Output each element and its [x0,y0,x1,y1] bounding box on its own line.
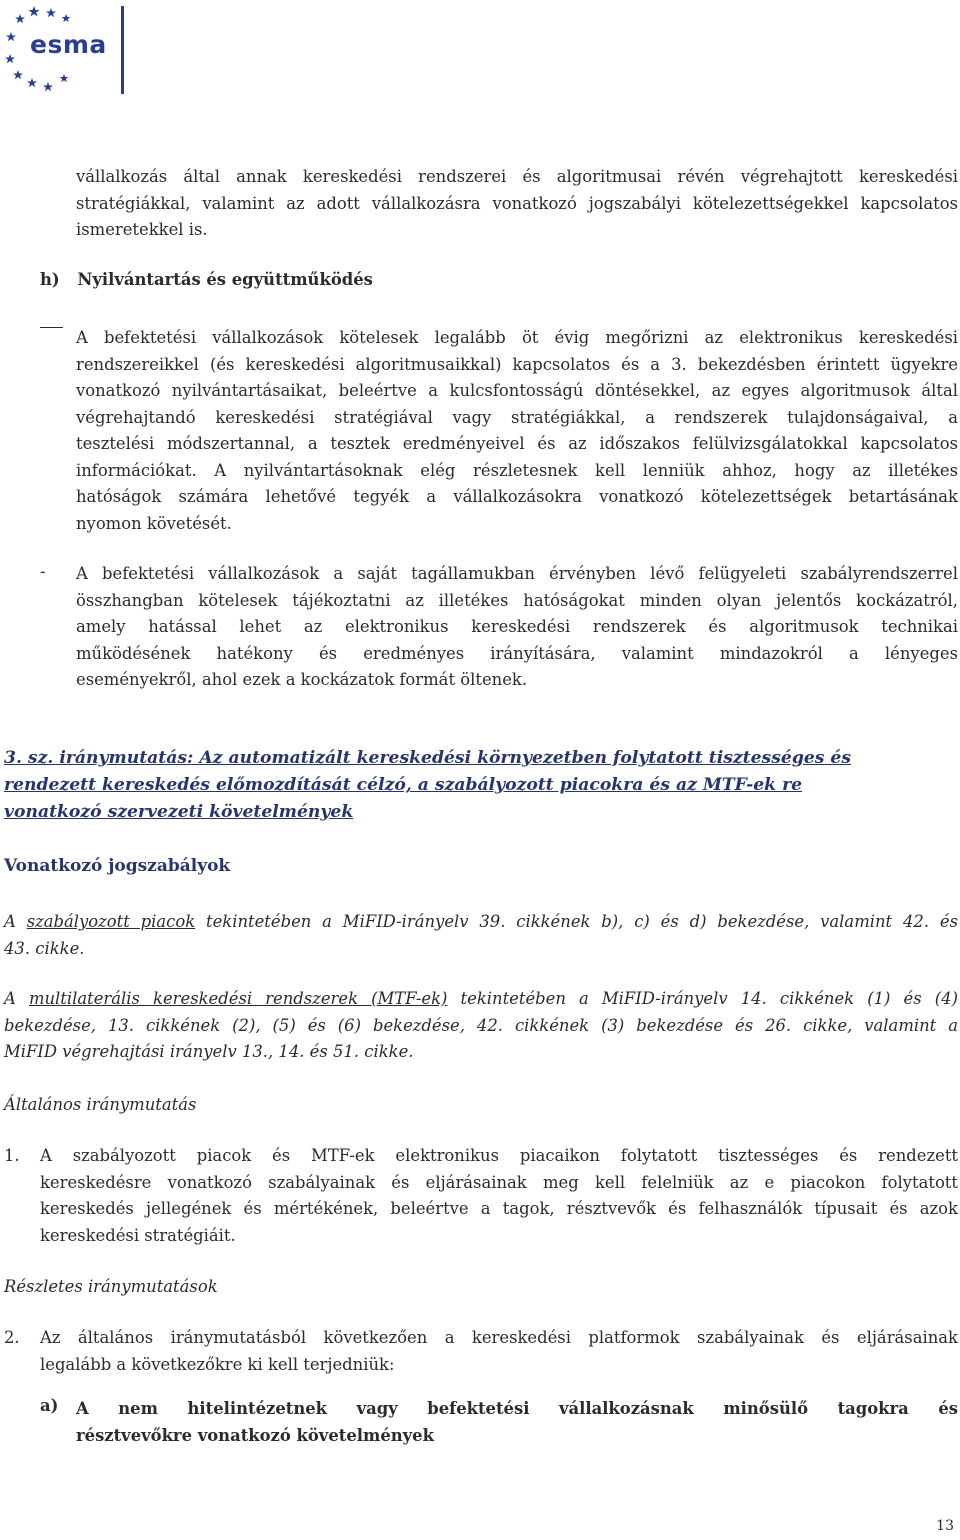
guideline-title-line: vonatkozó szervezeti követelmények [4,802,354,822]
guideline-title [4,745,936,826]
text-line: amely hatással lehet az elektronikus kereskedési rendszerek és algoritmusok technikai [76,617,958,636]
text-line: MiFID végrehajtási irányelv 13., 14. és 51. cikke. [4,1042,414,1061]
text-line: legalább a következőkre ki kell terjedniük: [40,1354,395,1374]
text-line: információkat. A nyilvántartásoknak elég részletesnek kell lenniük ahhoz, hogy az illetékes [76,460,958,480]
text-line: vonatkozó nyilvántartásaikat, beleértve a kulcsfontosságú döntésekkel, az egyes algoritmusok által [76,381,958,400]
bullet-paragraph-2 [76,561,958,694]
text-fragment: A [4,912,27,931]
logo-wordmark: esma [30,30,107,59]
detailed-paragraph [40,1325,958,1378]
legislation-paragraph-2 [4,986,958,1066]
legislation-paragraph-1 [4,909,958,962]
regulated-markets-link[interactable]: szabályozott piacok [26,912,196,931]
text-line: rendszereikkel (és kereskedési algoritmusaikkal) kapcsolatos és a 3. bekezdésben érintett ügyekre [76,354,958,374]
text-line: 43. cikke. [4,938,85,958]
section-h-title: Nyilvántartás és együttműködés [77,270,373,289]
hyphen-bullet-marker: - [40,562,46,581]
text-fragment: tekintetében a MiFID-irányelv 39. cikkének b), c) és d) bekezdése, valamint 42. és [195,912,958,931]
section-h-heading [40,270,373,289]
mtf-link[interactable]: multilaterális kereskedési rendszerek (MTF-ek) [28,989,448,1008]
legislation-heading: Vonatkozó jogszabályok [4,856,231,876]
bullet-paragraph-1 [76,325,958,537]
text-line: résztvevőkre vonatkozó követelmények [76,1425,434,1445]
text-line: Az általános iránymutatásból következően a kereskedési platformok szabályainak és eljárásainak [40,1328,958,1347]
text-line: nyomon követését. [76,513,232,533]
text-line: eseményekről, ahol ezek a kockázatok formát öltenek. [76,670,528,689]
esma-logo [4,2,107,96]
section-h-label: h) [40,270,60,289]
intro-paragraph [76,164,958,244]
text-line: végrehajtandó kereskedési stratégiával vagy stratégiákkal, a rendszerek tulajdonságaival, a [76,407,958,427]
text-fragment: A [4,989,29,1008]
guideline-title-line: rendezett kereskedés előmozdítását célzó, a szabályozott piacokra és az MTF-ek re [4,775,803,795]
text-line: A nem hitelintézetnek vagy befektetési vállalkozásnak minősülő tagokra és [76,1399,958,1418]
text-line: vállalkozás által annak kereskedési rendszerei és algoritmusai révén végrehajtott kereskedési [76,167,958,186]
text-line: stratégiákkal, valamint az adott vállalkozásra vonatkozó jogszabályi kötelezettségekkel kapcsolatos [76,193,958,213]
text-line: bekezdése, 13. cikkének (2), (5) és (6) bekezdése, 42. cikkének (3) bekezdése és 26. cikke, valamint a [4,1015,958,1035]
text-line: kereskedésre vonatkozó szabályainak és eljárásainak meg kell felelniük az e piacokon folytatott [40,1172,958,1192]
text-line: összhangban kötelesek tájékoztatni az illetékes hatóságokat minden olyan jelentős kockázatról, [76,590,958,610]
detailed-heading: Részletes iránymutatások [4,1277,218,1296]
list-number-2: 2. [4,1328,20,1347]
text-line: A befektetési vállalkozások kötelesek legalább öt évig megőrizni az elektronikus kereskedési [76,328,958,347]
text-fragment: tekintetében a MiFID-irányelv 14. cikkének (1) és (4) [447,989,958,1008]
text-line: működésének hatékony és eredményes irányítására, valamint mindazokról a lényeges [76,643,958,663]
list-number-1: 1. [4,1146,20,1165]
page-number: 13 [936,1518,954,1534]
subsection-a-label: a) [40,1396,59,1415]
general-paragraph [40,1143,958,1249]
text-line: kereskedés jellegének és mértékének, beleértve a tagok, résztvevők és felhasználók típusait és azok [40,1199,958,1218]
header-divider [121,6,124,94]
subsection-a-title [76,1396,958,1449]
dash-bullet-marker [40,327,63,328]
guideline-title-line: 3. sz. iránymutatás: Az automatizált kereskedési környezetben folytatott tisztességes és [4,748,852,768]
text-line: kereskedési stratégiáit. [40,1225,236,1245]
general-heading: Általános iránymutatás [4,1095,197,1114]
text-line: tesztelési módszertannal, a tesztek eredményeivel és az időszakos felülvizsgálatokkal kapcsolatos [76,434,958,453]
text-line: A befektetési vállalkozások a saját tagállamukban érvényben lévő felügyeleti szabályrendszerrel [76,564,958,583]
text-line: hatóságok számára lehetővé tegyék a vállalkozásokra vonatkozó kötelezettségek betartásának [76,487,958,506]
text-line: A szabályozott piacok és MTF-ek elektronikus piacaikon folytatott tisztességes és rendezett [40,1146,958,1165]
text-line: ismeretekkel is. [76,220,208,239]
